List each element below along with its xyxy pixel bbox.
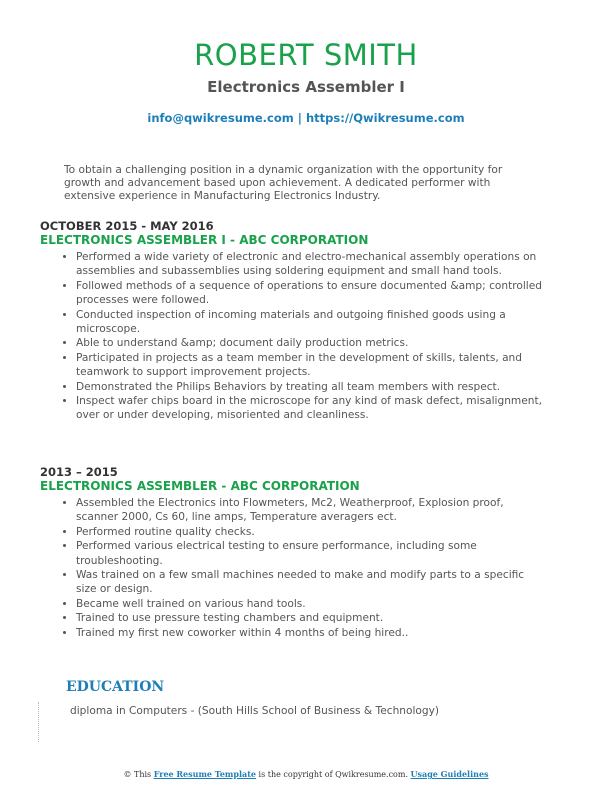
footer-prefix: © This bbox=[123, 770, 152, 779]
bullet-item: • Performed various electrical testing to ensure performance, including some troubleshooting. bbox=[76, 539, 546, 568]
usage-guidelines-link[interactable]: Usage Guidelines bbox=[410, 769, 489, 779]
job-heading: ELECTRONICS ASSEMBLER I - ABC CORPORATION bbox=[40, 233, 369, 247]
bullet-item: • Able to understand &amp; document daily production metrics. bbox=[76, 336, 546, 350]
bullet-item: • Trained to use pressure testing chambers and equipment. bbox=[76, 611, 546, 625]
bullet-item: • Conducted inspection of incoming materials and outgoing finished goods using a microscope. bbox=[76, 308, 546, 337]
email-link[interactable]: info@qwikresume.com bbox=[147, 111, 294, 125]
bullet-item: • Inspect wafer chips board in the microscope for any kind of mask defect, misalignment, over or under developing, misoriented and cleanliness. bbox=[76, 394, 546, 423]
footer-copyright: is the copyright of Qwikresume.com. bbox=[258, 770, 408, 779]
education-divider bbox=[38, 702, 39, 742]
bullet-item: • Assembled the Electronics into Flowmeters, Mc2, Weatherproof, Explosion proof, scanner 2000, Cs 60, line amps, Temperature averagers ect. bbox=[76, 496, 546, 525]
bullet-item: • Participated in projects as a team member in the development of skills, talents, and teamwork to support improvement projects. bbox=[76, 351, 546, 380]
job-heading: ELECTRONICS ASSEMBLER - ABC CORPORATION bbox=[40, 479, 360, 493]
bullet-item: • Performed a wide variety of electronic and electro-mechanical assembly operations on assemblies and subassemblies using soldering equipment and small hand tools. bbox=[76, 250, 546, 279]
job-dates: 2013 – 2015 bbox=[40, 465, 118, 479]
candidate-name: ROBERT SMITH bbox=[194, 38, 418, 72]
job-dates: OCTOBER 2015 - MAY 2016 bbox=[40, 219, 214, 233]
bullet-item: • Followed methods of a sequence of operations to ensure documented &amp; controlled processes were followed. bbox=[76, 279, 546, 308]
bullet-item: • Performed routine quality checks. bbox=[76, 525, 546, 539]
education-entry: diploma in Computers - (South Hills School of Business & Technology) bbox=[70, 705, 440, 717]
summary-text: To obtain a challenging position in a dynamic organization with the opportunity for growth and advancement based upon achievement. A dedicated performer with extensive experience in Manufacturing Electronics Industry. bbox=[64, 164, 503, 202]
job-bullets bbox=[58, 496, 546, 640]
website-link[interactable]: https://Qwikresume.com bbox=[305, 111, 465, 125]
job-bullets bbox=[58, 250, 546, 423]
bullet-item: • Was trained on a few small machines needed to make and modify parts to a specific size or design. bbox=[76, 568, 546, 597]
bullet-item: • Trained my first new coworker within 4 months of being hired.. bbox=[76, 626, 546, 640]
footer bbox=[0, 769, 612, 779]
contact-line bbox=[0, 111, 612, 125]
education-heading: EDUCATION bbox=[66, 679, 165, 695]
free-resume-template-link[interactable]: Free Resume Template bbox=[153, 769, 256, 779]
bullet-item: • Demonstrated the Philips Behaviors by treating all team members with respect. bbox=[76, 380, 546, 394]
candidate-title: Electronics Assembler I bbox=[207, 78, 405, 96]
bullet-item: • Became well trained on various hand tools. bbox=[76, 597, 546, 611]
contact-separator: | bbox=[297, 111, 302, 125]
